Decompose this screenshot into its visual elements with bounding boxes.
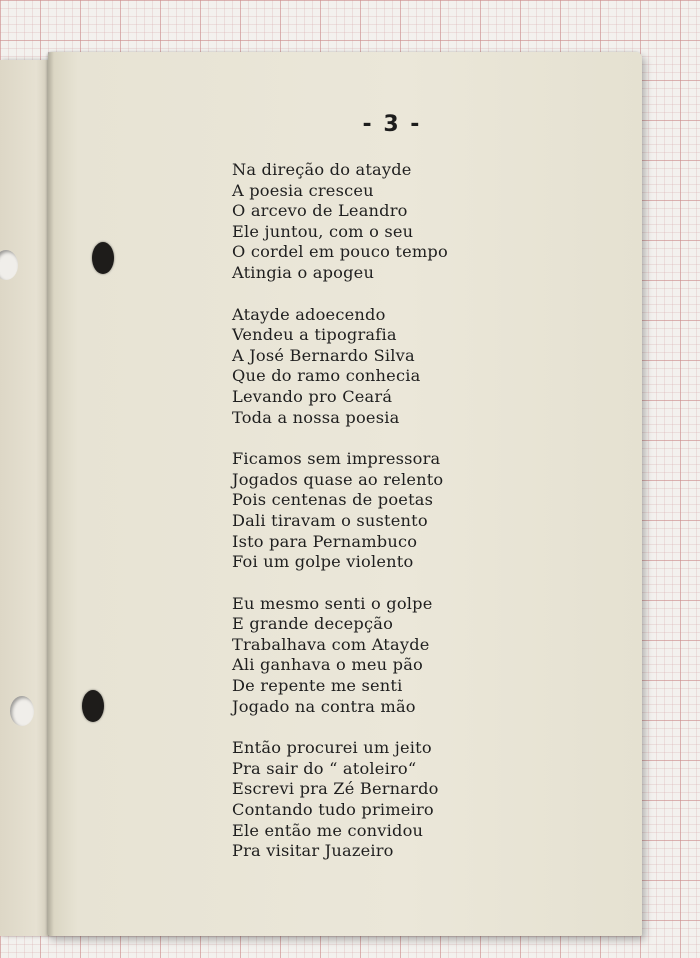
poem-line: Contando tudo primeiro <box>232 800 434 820</box>
poem-line: Dali tiravam o sustento <box>232 510 428 530</box>
poem-line: Ele juntou, com o seu <box>232 221 414 241</box>
stanza-1 <box>232 160 532 284</box>
poem-line: Levando pro Ceará <box>232 386 393 406</box>
stanza-2 <box>232 305 532 429</box>
poem-line: O cordel em pouco tempo <box>232 242 448 262</box>
punch-hole <box>92 242 114 274</box>
stanza-5 <box>232 738 532 862</box>
poem-line: Ficamos sem impressora <box>232 449 441 469</box>
poem-line: Eu mesmo senti o golpe <box>232 593 433 613</box>
poem-line: Então procurei um jeito <box>232 738 432 758</box>
punch-hole <box>82 690 104 722</box>
under-page-punch-hole <box>0 250 18 280</box>
poem-line: Ali ganhava o meu pão <box>232 655 423 675</box>
stanza-3 <box>232 449 532 573</box>
poem-body <box>232 160 532 883</box>
poem-line: Pois centenas de poetas <box>232 490 434 510</box>
poem-line: Pra visitar Juazeiro <box>232 841 394 861</box>
poem-line: A José Bernardo Silva <box>232 345 415 365</box>
poem-line: De repente me senti <box>232 676 403 696</box>
poem-line: Vendeu a tipografia <box>232 325 397 345</box>
poem-line: Escrevi pra Zé Bernardo <box>232 779 439 799</box>
page-fold-shadow <box>48 52 54 936</box>
poem-line: Toda a nossa poesia <box>232 407 400 427</box>
poem-line: O arcevo de Leandro <box>232 201 408 221</box>
poem-line: Jogados quase ao relento <box>232 469 444 489</box>
poem-line: Na direção do atayde <box>232 160 412 179</box>
poem-line: Foi um golpe violento <box>232 552 414 572</box>
poem-line: A poesia cresceu <box>232 180 374 200</box>
poem-line: Trabalhava com Atayde <box>232 634 430 654</box>
poem-line: E grande decepção <box>232 614 394 634</box>
poem-line: Atayde adoecendo <box>232 304 386 324</box>
stanza-4 <box>232 594 532 718</box>
underlying-page <box>0 60 52 936</box>
under-page-punch-hole <box>10 696 34 726</box>
poem-line: Isto para Pernambuco <box>232 531 418 551</box>
poem-line: Jogado na contra mão <box>232 696 416 716</box>
poem-line: Que do ramo conhecia <box>232 366 421 386</box>
poem-line: Atingia o apogeu <box>232 262 375 282</box>
poem-line: Pra sair do “ atoleiro“ <box>232 758 417 778</box>
page-number: - 3 - <box>362 112 422 137</box>
poem-line: Ele então me convidou <box>232 820 424 840</box>
